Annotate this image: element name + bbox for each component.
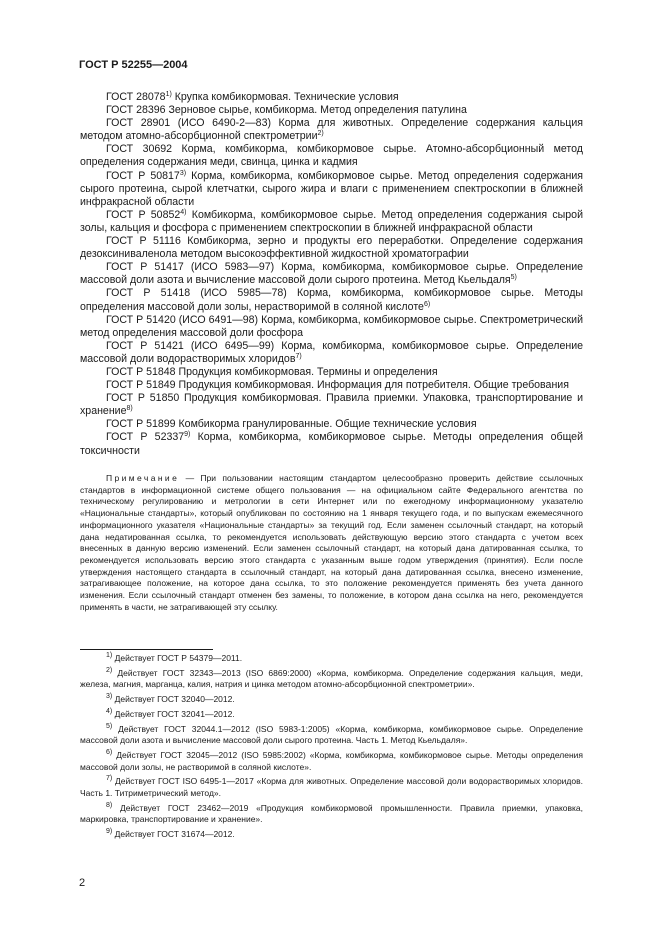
- reference-item: ГОСТ Р 51421 (ИСО 6495—99) Корма, комбикорма, комбикормовое сырье. Определение массовой доли водорастворимых хлоридов$^{7)}$: [80, 339, 583, 365]
- footnote-item: $^{7)}$ Действует ГОСТ ISO 6495-1—2017 «Корма для животных. Определение массовой доли водорастворимых хлоридов. Часть 1. Титриметрический метод».: [80, 775, 583, 799]
- reference-item: ГОСТ 28901 (ИСО 6490-2—83) Корма для животных. Определение содержания кальция методом атомно-абсорбционной спектрометрии$^{2)}$: [80, 117, 583, 143]
- page-number: 2: [79, 877, 86, 889]
- reference-item: ГОСТ 28396 Зерновое сырье, комбикорма. Метод определения патулина: [106, 104, 467, 117]
- reference-item: ГОСТ Р 52337$^{9)}$ Корма, комбикорма, комбикормовое сырье. Методы определения общей токсичности: [80, 431, 583, 457]
- reference-item: ГОСТ Р 51849 Продукция комбикормовая. Информация для потребителя. Общие требования: [106, 379, 569, 392]
- reference-item: ГОСТ Р 51420 (ИСО 6491—98) Корма, комбикорма, комбикормовое сырье. Спектрометрический метод определения массовой доли фосфора: [80, 313, 584, 339]
- reference-item: ГОСТ Р 50852$^{4)}$ Комбикорма, комбикормовое сырье. Метод определения содержания сырой золы, кальция и фосфора с применением спектроскопии в ближней инфракрасной области: [80, 208, 583, 234]
- reference-item: ГОСТ 28078$^{1)}$ Крупка комбикормовая. Технические условия: [106, 91, 399, 103]
- footnote-item: $^{3)}$ Действует ГОСТ 32040—2012.: [106, 693, 235, 705]
- reference-item: ГОСТ Р 51899 Комбикорма гранулированные. Общие технические условия: [106, 418, 477, 431]
- note-text: — При пользовании настоящим стандартом целесообразно проверить действие ссылочных стандартов в информационной системе общего пользования — на официальном сайте Федерального агентства по техническому регулированию и метрологии в сети Интернет или по ежегодному информационному указателю «Национальные стандарты», который опубликован по состоянию на 1 января текущего года, и по выпускам ежемесячного информационного указателя «Национальные стандарты» за текущий год. Если заменен ссылочный стандарт, на который дана недатированная ссылка, то рекомендуется использовать действующую версию этого стандарта с учетом всех внесенных в данную версию изменений. Если заменен ссылочный стандарт, на который дана датированная ссылка, то рекомендуется использовать версию этого стандарта с указанным выше годом утверждения (принятия). Если после утверждения настоящего стандарта в ссылочный стандарт, на который дана датированная ссылка, внесено изменение, затрагивающее положение, на которое дана ссылка, то это положение рекомендуется применять без учета данного изменения. Если ссылочный стандарт отменен без замены, то положение, в котором дана ссылка на него, рекомендуется применять в части, не затрагивающей эту ссылку.: [80, 473, 583, 612]
- reference-item: ГОСТ Р 51417 (ИСО 5983—97) Корма, комбикорма, комбикормовое сырье. Определение массовой доли азота и вычисление массовой доли сырого протеина. Метод Кьельдаля$^{5)}$: [80, 261, 583, 287]
- footnote-item: $^{8)}$ Действует ГОСТ 23462—2019 «Продукция комбикормовой промышленности. Правила приемки, упаковка, маркировка, транспортирование и хранение».: [80, 801, 583, 825]
- note-paragraph: [80, 473, 583, 613]
- footnote-item: $^{4)}$ Действует ГОСТ 32041—2012.: [106, 707, 235, 719]
- footnote-item: $^{5)}$ Действует ГОСТ 32044.1—2012 (ISO 5983-1:2005) «Корма, комбикорма, комбикормовое сырье. Определение массовой доли азота и вычисление массовой доли сырого протеина. Часть 1. Метод Кьельдаля».: [80, 722, 583, 746]
- footnote-item: $^{2)}$ Действует ГОСТ 32343—2013 (ISO 6869:2000) «Корма, комбикорма. Определение содержания кальция, меди, железа, магния, марганца, калия, натрия и цинка методом атомно-абсорбционной спектрометрии».: [80, 666, 583, 690]
- reference-item: ГОСТ 30692 Корма, комбикорма, комбикормовое сырье. Атомно-абсорбционный метод определения содержания меди, свинца, цинка и кадмия: [80, 143, 583, 169]
- reference-item: ГОСТ Р 51418 (ИСО 5985—78) Корма, комбикорма, комбикормовое сырье. Методы определения массовой доли золы, нерастворимой в соляной кислоте$^{6)}$: [80, 287, 584, 313]
- footnote-item: $^{9)}$ Действует ГОСТ 31674—2012.: [106, 828, 235, 840]
- footnote-list: [80, 653, 583, 844]
- note-label: Примечание: [106, 473, 180, 483]
- document-header: ГОСТ Р 52255—2004: [79, 59, 188, 71]
- reference-item: ГОСТ Р 51850 Продукция комбикормовая. Правила приемки. Упаковка, транспортирование и хранение$^{8)}$: [80, 392, 584, 418]
- footnote-item: $^{6)}$ Действует ГОСТ 32045—2012 (ISO 5985:2002) «Корма, комбикорма, комбикормовое сырье. Методы определения массовой доли золы, не растворимой в соляной кислоте».: [80, 749, 583, 772]
- footnote-item: $^{1)}$ Действует ГОСТ Р 54379—2011.: [106, 652, 243, 663]
- reference-item: ГОСТ Р 51116 Комбикорма, зерно и продукты его переработки. Определение содержания дезоксиниваленола методом высокоэффективной жидкостной хроматографии: [80, 235, 583, 261]
- reference-list: [80, 91, 583, 458]
- reference-item: ГОСТ Р 51848 Продукция комбикормовая. Термины и определения: [106, 365, 438, 378]
- reference-item: ГОСТ Р 50817$^{3)}$ Корма, комбикорма, комбикормовое сырье. Метод определения содержания сырого протеина, сырой клетчатки, сырого жира и влаги с применением спектроскопии в ближней инфракрасной области: [80, 169, 584, 208]
- footnote-divider: [80, 649, 213, 650]
